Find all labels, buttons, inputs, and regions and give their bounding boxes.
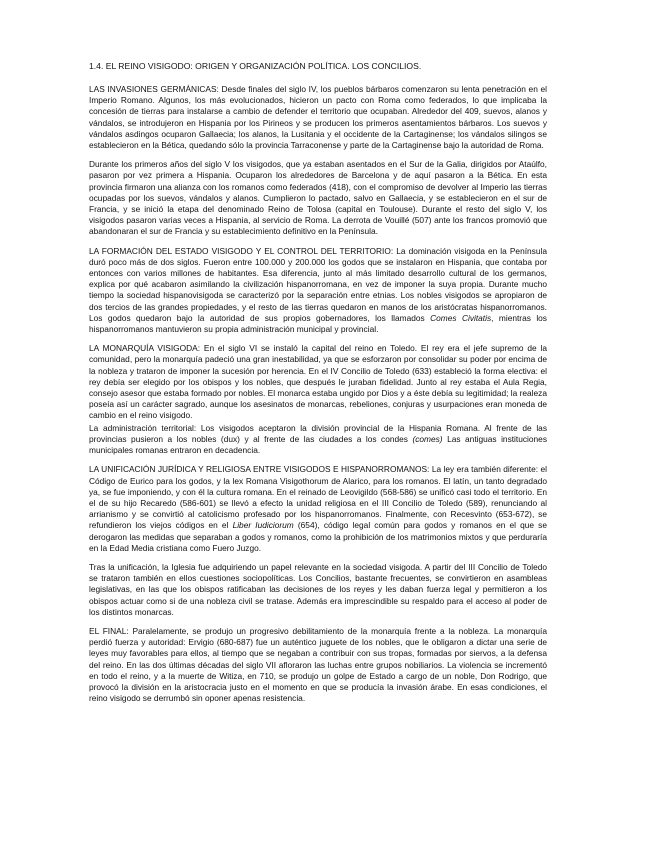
paragraph-the-end — [89, 626, 547, 704]
section-heading: LA MONARQUÍA VISIGODA: — [89, 343, 201, 354]
paragraph-text: La dominación visigoda en la Península duró poco más de dos siglos. Fueron entre 100.000 y 200.000 los godos que se instalaron en Hispania, que contaba por entonces con varios millones de habitantes. Esa diferencia, junto al más limitado desarrollo cultural de los germanos, explica por qué acabaron asimilando la civilización hispanorromana, en vez de imponer la suya propia. Durante mucho tiempo la sociedad hispanovisigoda se caracterizó por la separación entre etnias. Los nobles visigodos se apropiaron de dos tercios de las grandes propiedades, y el resto de las tierras quedaron en manos de los aristócratas hispanorromanos. Los godos quedaron bajo la autoridad de sus propios gobernadores, los llamados — [89, 245, 547, 323]
paragraph-text: Paralelamente, se produjo un progresivo debilitamiento de la monarquía frente a la nobleza. La monarquía perdió fuerza y autoridad: Ervigio (680-687) fue un auténtico juguete de los nobles, que le obligaron a dictar una serie de leyes muy favorables para ellos, al tiempo que se negaban a contribuir con sus tropas, formadas por siervos, a la defensa del reino. En las dos últimas décadas del siglo VII afloraron las luchas entre grupos nobiliarios. La violencia se incrementó en todo el reino, y a la muerte de Witiza, en 710, se produjo un golpe de Estado a cargo de un noble, Don Rodrigo, que provocó la división en la aristocracia justo en el momento en que se producía la invasión árabe. En esas condiciones, el reino visigodo se derrumbó sin oponer apenas resistencia. — [89, 625, 547, 704]
paragraph-text: Desde finales del siglo IV, los pueblos bárbaros comenzaron su lenta penetración en el Imperio Romano. Algunos, los más evolucionados, hicieron un pacto con Roma como federados, lo que implicaba la concesión de tierras para instalarse a cambio de defender el territorio que ocupaban. Alrededor del 409, suevos, alanos y vándalos, se introdujeron en Hispania por los Pirineos y se producen los primeros asentamientos bárbaros. Los suevos y vándalos asdingos ocuparon Gallaecia; los alanos, la Lusitania y el occidente de la Cartaginense; los vándalos silingos se establecieron en la Bética, quedando sólo la provincia Tarraconense y parte de la Cartaginense bajo la autoridad de Roma. — [89, 84, 547, 151]
section-heading: EL FINAL: — [89, 625, 129, 636]
paragraph-text-tail: Las antiguas instituciones municipales romanas entraron en decadencia. — [89, 433, 547, 456]
paragraph-unification — [89, 464, 547, 554]
section-heading: LA FORMACIÓN DEL ESTADO VISIGODO Y EL CONTROL DEL TERRITORIO: — [89, 245, 394, 256]
paragraph-text: En el siglo VI se instaló la capital del reino en Toledo. El rey era el jefe supremo de la comunidad, pero la monarquía padeció una gran inestabilidad, ya que se esforzaron por consolidar su poder por encima de la nobleza y trataron de imponer la sucesión por herencia. En el IV Concilio de Toledo (633) estableció la forma electiva: el rey debía ser elegido por los obispos y los nobles, que después le juraban fidelidad. Junto al rey estaba el Aula Regia, consejo asesor que estaba formado por nobles. El monarca estaba ungido por Dios y a éste debía su legitimidad; la realeza poseía así un carácter sagrado, aunque los asesinatos de monarcas, rebeliones, conjuras y usurpaciones eran moneda de cambio en el reino visigodo. — [89, 343, 547, 421]
paragraph-text: La administración territorial: Los visigodos aceptaron la división provincial de la Hispania Romana. Al frente de las provincias pusieron a los nobles (dux) y al frente de las ciudades a los condes — [89, 422, 547, 444]
paragraph-text: Tras la unificación, la Iglesia fue adquiriendo un papel relevante en la sociedad visigoda. A partir del III Concilio de Toledo se trataron también en ellos cuestiones sociopolíticas. Los Concilios, bastante frecuentes, se convirtieron en asambleas legislativas, en las que los obispos ratificaban las decisiones de los reyes y les daban fuerza legal y permitieron a los obispos actuar como si de una nobleza civil se tratase. Además era imprescindible su respaldo para el acceso al poder de los distintos monarcas. — [89, 561, 547, 617]
italic-term: Liber Iudiciorum — [232, 520, 294, 531]
document-title: 1.4. EL REINO VISIGODO: ORIGEN Y ORGANIZACIÓN POLÍTICA. LOS CONCILIOS. — [89, 61, 422, 71]
paragraph-text-tail: , mientras los hispanorromanos mantuvieron su propia administración municipal y provincial. — [89, 312, 547, 335]
paragraph-text: La ley era también diferente: el Código de Eurico para los godos, y la lex Romana Visigothorum de Alarico, para los romanos. El latín, un tanto degradado ya, se fue imponiendo, y con él la cultura romana. En el reinado de Leovigildo (568-586) se unificó casi todo el territorio. En el de su hijo Recaredo (586-601) se llevó a efecto la unidad religiosa en el III Concilio de Toledo (589), renunciando al arrianismo y se convirtió al catolicismo profesado por los hispanorromanos. Finalmente, con Recesvinto (653-672), se refundieron los viejos códigos en el — [89, 464, 547, 531]
section-heading: LA UNIFICACIÓN JURÍDICA Y RELIGIOSA ENTRE VISIGODOS E HISPANORROMANOS: — [89, 464, 430, 475]
paragraph-visigoths-arrival — [89, 159, 547, 237]
document-page — [89, 60, 547, 712]
paragraph-territorial-administration — [89, 423, 547, 457]
paragraph-text: Durante los primeros años del siglo V los visigodos, que ya estaban asentados en el Sur de la Galia, dirigidos por Ataúlfo, pasaron por vez primera a Hispania. Ocuparon los alrededores de Barcelona y de aquí pasaron a la Bética. En esta provincia firmaron una alianza con los romanos como federados (418), con el compromiso de devolver al Imperio las tierras ocupadas por los suevos, vándalos y alanos. Cumplieron lo pactado, salvo en Gallaecia, y se establecieron en el sur de Francia, y se inició la etapa del denominado Reino de Tolosa (capital en Toulouse). Durante el resto del siglo V, los visigodos pasaron varias veces a Hispania, al servicio de Roma. La derrota de Vouillé (507) ante los francos promovió que abandonaran el sur de Francia y su establecimiento definitivo en la Península. — [89, 159, 547, 237]
italic-term: Comes Civitatis — [430, 312, 492, 323]
section-heading: LAS INVASIONES GERMÁNICAS: — [89, 84, 219, 94]
italic-term: (comes) — [412, 433, 443, 444]
paragraph-church-councils — [89, 562, 547, 618]
paragraph-text-tail: (654), código legal común para godos y romanos en el que se derogaron las medidas que separaban a godos y romanos, como la prohibición de los matrimonios mixtos y que perduraría en la Edad Media cristiana como Fuero Juzgo. — [89, 520, 547, 553]
paragraph-monarchy — [89, 343, 547, 421]
paragraph-germanic-invasions — [89, 84, 547, 151]
paragraph-state-formation — [89, 246, 547, 336]
